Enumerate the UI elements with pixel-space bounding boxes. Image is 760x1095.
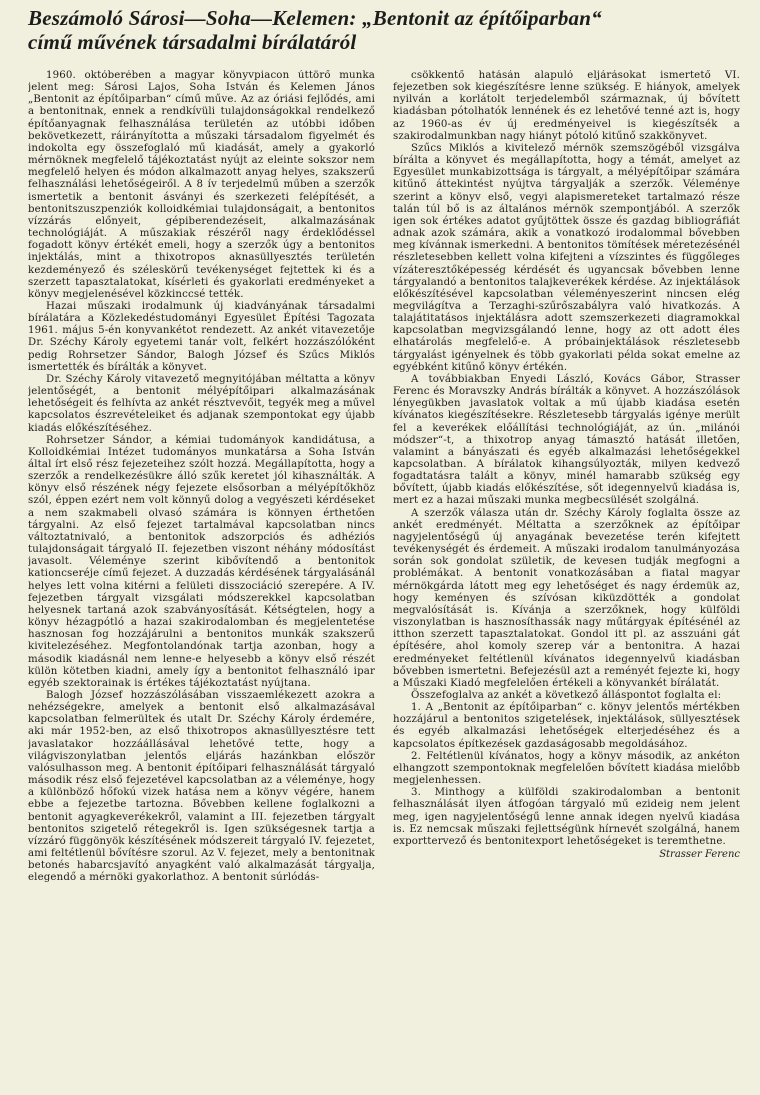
paragraph: Hazai műszaki irodalmunk új kiadványának társadalmi bírálatára a Közlekedéstudományi Egyesület Építési Tagozata 1961. május 5-én konyvankétot rendezett. Az ankét vitavezetője Dr. Széchy Károly egyetemi tanár volt, felkért hozzászólóként pedig Rohrsetzer Sándor, Balogh József és Szűcs Miklós ismertették és bírálták a könyvet. (28, 300, 375, 373)
numbered-point: 2. Feltétlenül kívánatos, hogy a könyv második, az ankéton elhangzott szempontoknak megfelelően bővített kiadása mielőbb megjelenhessen. (393, 750, 740, 787)
paragraph: A továbbiakban Enyedi László, Kovács Gábor, Strasser Ferenc és Moravszky András bírálták a könyvet. A hozzászólások lényegükben javaslatok voltak a mű újabb kiadása esetén kívánatos kiegészítésekre. Részletesebb tárgyalás igénye merült fel a keverékek előállítási technológiáját, az ún. „milánói módszer“-t, a thixotrop anyag támasztó hatását illetően, valamint a bányászati és egyéb alkalmazási lehetőségekkel kapcsolatban. A bírálatok kihangsúlyozták, milyen kedvező fogadtatásra talált a könyv, minél hamarabb szükség egy bővített, újabb kiadás előkészítése, sőt idegennyelvű kiadása is, mert ez a hazai műszaki munka megbecsülését szolgálná. (393, 373, 740, 507)
paragraph: csökkentő hatásán alapuló eljárásokat ismertető VI. fejezetben sok kiegészítésre lenne szükség. E hiányok, amelyek nyilván a korlátolt terjedelemből származnak, új bővített kiadásban pótolhatók lennének és ez lehetővé tenné azt is, hogy az 1960-as év új eredményeivel is kiegészítsék a szakirodalmunkban nagy hiányt pótoló kitűnő szakkönyvet. (393, 70, 740, 142)
article-title (28, 6, 738, 54)
paragraph: A szerzők válasza után dr. Széchy Károly foglalta össze az ankét eredményét. Méltatta a szerzőknek az építőipar nagyjelentőségű új anyagának bevezetése terén kifejtett tevékenységét és érdemeit. A műszaki irodalom tanulmányozása során sok gondolat születik, de kevesen tudják megfogni a problémákat. A bentonit vonatkozásában a fiatal magyar mérnökgárda látott meg egy lehetőséget és nagy érdemük az, hogy keményen és szívósan kiküzdötték a gondolat megvalósítását is. Kívánja a szerzőknek, hogy külföldi viszonylatban is hasznosíthassák nagy műtárgyak építésénél az itthon szerzett tapasztalatokat. Gondol itt pl. az asszuáni gát építésére, ahol komoly szerep vár a bentonitra. A hazai eredményeket feltétlenül kívánatos idegennyelvű kiadásban bővebben ismertetni. Befejezésül azt a reményét fejezte ki, hogy a Műszaki Kiadó megfelelően értékeli a könyvankét bírálatát. (393, 507, 740, 689)
left-column (28, 70, 375, 1095)
right-column (393, 70, 740, 1095)
paragraph: Szűcs Miklós a kivitelező mérnök szemszögéből vizsgálva bírálta a könyvet és megállapította, hogy a témát, amelyet az Egyesület munkabizottsága is tárgyalt, a mélyépítőipar számára kitűnő áttekintést nyújtva tárgyalják a szerzők. Véleménye szerint a könyv első, vegyi alapismereteket tartalmazó része talán túl bő is az általános mérnök szempontjából. A szerzők igen sok értékes adatot gyűjtöttek össze és gazdag bibliográfiát adnak azok számára, akik a vonatkozó irodalommal bővebben meg kívánnak ismerkedni. A bentonitos tömítések méretezésénél részletesebben kellett volna kifejteni a vízszintes és függőleges vízáteresztőképesség kérdését és ugyancsak bővebben lenne tárgyalandó a bentonitos talajkeverékek kérdése. Az injektálások előkészítésével kapcsolatban véleményeszerint nincsen elég megvilágítva a Terzaghi-szűrőszabályra való hivatkozás. A talajátitatásos injektálásra adott szemszerkezeti diagramokkal kapcsolatban megvizsgálandó lenne, hogy az ott adott éles elhatárolás megfelelő-e. A próbainjektálások részletesebb tárgyalást igényelnek és több gyakorlati példa sokat emelne az egyébként kitűnő könyv értékén. (393, 142, 740, 373)
article-title-line-1: Beszámoló Sárosi—Soha—Kelemen: „Bentonit az építőiparban“ (28, 6, 602, 30)
paragraph: Balogh József hozzászólásában visszaemlékezett azokra a nehézségekre, amelyek a bentonit első alkalmazásával kapcsolatban felmerültek és utalt Dr. Széchy Károly érdemére, aki már 1952-ben, az első thixotropos aknasüllyesztésre tett javaslatakor hozzáállásával lehetővé tette, hogy a világviszonylatban jelentős eljárás hazánkban először valósulhasson meg. A bentonit építőipari felhasználását tárgyaló második rész első fejezetével kapcsolatban az a véleménye, hogy a különböző hőfokú vizek hatása nem a könyv végére, hanem ebbe a fejezetbe tartozna. Bővebben kellene foglalkozni a bentonit agyagkeverékekről, valamint a III. fejezetben tárgyalt bentonitos szigetelő rétegekről is. Igen szükségesnek tartja a vízzáró függönyök készítésének módszereit tárgyaló IV. fejezetet, ami feltétlenül bővítésre szorul. Az V. fejezet, mely a bentonitnak betonés habarcsjavító anyagként való alkalmazását tárgyalja, elegendő a mérnöki gyakorlathoz. A bentonit súrlódás- (28, 689, 375, 884)
paragraph: Dr. Széchy Károly vitavezető megnyitójában méltatta a könyv jelentőségét, a bentonit mélyépítőipari alkalmazásának lehetőségeit és felhívta az ankét résztvevőit, tegyék meg a művel kapcsolatos észrevételeiket és adjanak szempontokat egy újabb kiadás előkészítéséhez. (28, 373, 375, 434)
paragraph: Rohrsetzer Sándor, a kémiai tudományok kandidátusa, a Kolloidkémiai Intézet tudományos munkatársa a Soha István által írt első rész fejezeteihez szólt hozzá. Megállapította, hogy a szerzők a rendelkezésükre álló szűk keretet jól kihasználták. A könyv első részének négy fejezete elsősorban a mélyépítőkhöz szól, éppen ezért nem volt könnyű dolog a vegyészeti kérdéseket a nem szakmabeli olvasó számára is könnyen érthetően tárgyalni. Az első fejezet tartalmával kapcsolatban nincs változtatnivaló, a bentonitok adszorpciós és adhéziós tulajdonságait tárgyaló II. fejezetben viszont néhány módosítást javasolt. Véleménye szerint kibővítendő a bentonitok kationcseréje című fejezet. A duzzadás kérdésének tárgyalásánál helyes lett volna kitérni a felületi disszociáció szerepére. A IV. fejezetben tárgyalt vizsgálati módszerekkel kapcsolatban helyesnek tartaná azok szabványosítását. Kétségtelen, hogy a könyv hézagpótló a hazai szakirodalomban és megjelentetése hasznosan fog hozzájárulni a bentonitos munkák szakszerű kivitelezéséhez. Megfontolandónak tartja azonban, hogy a második kiadásnál nem lenne-e helyesebb a könyv első részét külön kötetben kiadni, amely így a bentonitot felhasználó ipar egyéb szektorainak is értékes tájékoztatást nyújtana. (28, 434, 375, 689)
article-title-line-2: című művének társadalmi bírálatáról (28, 30, 357, 54)
numbered-point: 3. Minthogy a külföldi szakirodalomban a bentonit felhasználását ilyen átfogóan tárgyaló mű ezideig nem jelent meg, igen nagyjelentőségű lenne annak idegen nyelvű kiadása is. Ez nemcsak műszaki fejlettségünk hírnevét szolgálná, hanem exporttervező és bentonitexport lehetőségeket is teremthetne. (393, 787, 740, 847)
paragraph: Összefoglalva az ankét a következő álláspontot foglalta el: (411, 689, 722, 701)
author-signature: Strasser Ferenc (659, 849, 740, 860)
numbered-point: 1. A „Bentonit az építőiparban“ c. könyv jelentős mértékben hozzájárul a bentonitos szigetelések, injektálások, süllyesztések és egyéb alkalmazási lehetőségek elterjedéséhez és a kapcsolatos építkezések gazdaságosabb megoldásához. (393, 702, 740, 750)
article-body (28, 70, 740, 1095)
paragraph: 1960. októberében a magyar könyvpiacon úttörő munka jelent meg: Sárosi Lajos, Soha István és Kelemen János „Bentonit az építőiparban“ című műve. Az az óriási fejlődés, ami a bentonitnak, ennek a rendkívüli tulajdonságokkal rendelkező építőanyagnak felhasználása területén az utóbbi időben bekövetkezett, ráirányította a műszaki társadalom figyelmét és indokolta egy összefoglaló mű kiadását, amely a gyakorló mérnöknek megfelelő tájékoztatást nyújt az eleinte sokszor nem megfelelő helyen és módon alkalmazott anyag helyes, szakszerű felhasználási lehetőségeiről. A 8 ív terjedelmű műben a szerzők ismertetik a bentonit ásványi és szerkezeti felépítését, a bentonitszuszpenziók kolloidkémiai tulajdonságait, a bentonitos vízzárás előnyeit, gépiberendezéseit, alkalmazásának technológiáját. A műszakiak részéről nagy érdeklődéssel fogadott könyv értékét emeli, hogy a szerzők úgy a bentonitos injektálás, mint a thixotropos aknasüllyesztés területén kezdeményező és széleskörű tevékenységet fejtettek ki és a szerzett tapasztalatokat, kísérleti és gyakorlati eredményeket a könyv megjelenésével közkinccsé tették. (28, 70, 375, 300)
